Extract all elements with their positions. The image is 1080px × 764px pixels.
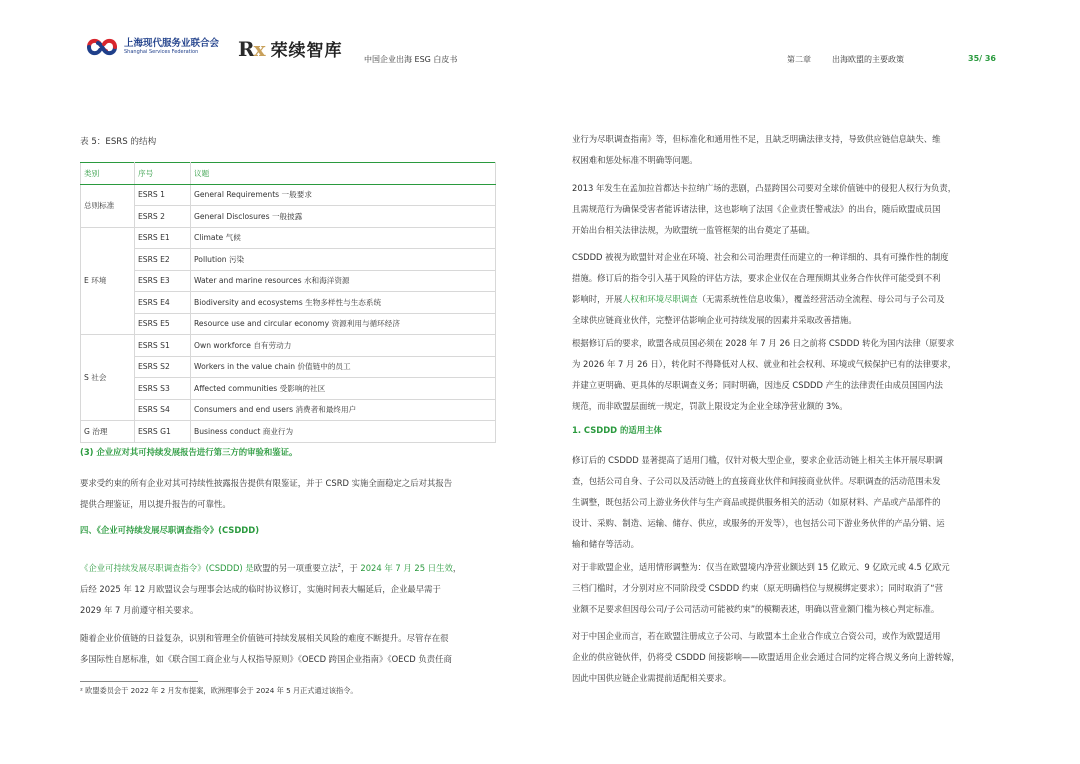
- topic-cell: Workers in the value chain 价值链中的员工: [191, 356, 496, 378]
- topic-cell: Affected communities 受影响的社区: [191, 378, 496, 400]
- paragraph-non-eu: 对于非欧盟企业，适用情形调整为：仅当在欧盟境内净营业额达到 15 亿欧元、9 亿欧元或 4.5 亿欧元 三档门槛时，才分别对应不同阶段受 CSDDD 约束（原无明确档位与规模绑定要求）；同时取消了“营 业额不足要求但因母公司/子公司活动可能被约束”的模糊表述，明确以营业额门槛为核心判定标准。: [572, 562, 950, 614]
- table-row: [81, 356, 496, 378]
- paragraph-guidance-limits: 业行为尽职调查指南》等，但标准化和通用性不足，且缺乏明确法律支持，导致供应链信息缺失、维 权困难和惩处标准不明确等问题。: [572, 134, 941, 165]
- subheading-assurance: (3) 企业应对其可持续发展报告进行第三方的审验和鉴证。: [80, 447, 298, 457]
- ssf-logo-english: Shanghai Services Federation: [124, 49, 199, 55]
- esrs-structure-table: [80, 162, 496, 443]
- paragraph-value-chain: 随着企业价值链的日益复杂，识别和管理全价值链可持续发展相关风险的难度不断提升。尽管存在很 多国际性自愿标准，如《联合国工商企业与人权指导原则》《OECD 跨国企业指南》《OECD 负责任商: [80, 633, 452, 664]
- code-cell: ESRS S1: [135, 335, 191, 357]
- category-cell: S 社会: [81, 335, 135, 421]
- table-row: [81, 378, 496, 400]
- topic-cell: Climate 气候: [191, 227, 496, 249]
- table-row: [81, 206, 496, 228]
- code-cell: ESRS S3: [135, 378, 191, 400]
- column-header: 序号: [135, 163, 191, 185]
- footnote: ² 欧盟委员会于 2022 年 2 月发布提案，欧洲理事会于 2024 年 5 月正式通过该指令。: [80, 686, 358, 695]
- topic-cell: Resource use and circular economy 资源利用与循环经济: [191, 313, 496, 335]
- code-cell: ESRS S4: [135, 399, 191, 421]
- topic-cell: Business conduct 商业行为: [191, 421, 496, 443]
- code-cell: ESRS E2: [135, 249, 191, 271]
- subheading-scope: 1. CSDDD 的适用主体: [572, 425, 662, 435]
- section-heading-csddd: 四、《企业可持续发展尽职调查指令》(CSDDD): [80, 525, 260, 535]
- table-row: [81, 399, 496, 421]
- topic-cell: Biodiversity and ecosystems 生物多样性与生态系统: [191, 292, 496, 314]
- paragraph-csddd-intro: 《企业可持续发展尽职调查指令》(CSDDD) 是欧盟的另一项重要立法$^2$，于 2024 年 7 月 25 日生效， 后经 2025 年 12 月欧盟议会与理事会达成的临时协议修订，实施时间表大幅延后，企业最早需于 2029 年 7 月前遵守相关要求。: [80, 563, 462, 615]
- topic-cell: Pollution 污染: [191, 249, 496, 271]
- code-cell: ESRS E1: [135, 227, 191, 249]
- code-cell: ESRS S2: [135, 356, 191, 378]
- rx-logo: [238, 36, 343, 61]
- paragraph-chinese-enterprises: 对于中国企业而言，若在欧盟注册成立子公司、与欧盟本土企业合作成立合资公司，或作为欧盟适用 企业的供应链伙伴，仍将受 CSDDD 间接影响——欧盟适用企业会通过合同约定将合规义务向上游转嫁， 因此中国供应链企业需提前适配相关要求。: [572, 631, 960, 683]
- topic-cell: General Disclosures 一般披露: [191, 206, 496, 228]
- table-row: [81, 313, 496, 335]
- header-chapter: 第二章: [787, 55, 811, 64]
- table-row: [81, 184, 496, 206]
- header-section: 出海欧盟的主要政策: [832, 55, 904, 64]
- code-cell: ESRS 2: [135, 206, 191, 228]
- table-row: [81, 270, 496, 292]
- rx-logo-mark: Rx: [238, 36, 265, 61]
- table-row: [81, 292, 496, 314]
- rx-logo-name: 荣续智库: [270, 41, 343, 61]
- table-row: [81, 227, 496, 249]
- topic-cell: Own workforce 自有劳动力: [191, 335, 496, 357]
- ssf-logo: [86, 36, 219, 58]
- paragraph-transposition: 根据修订后的要求，欧盟各成员国必须在 2028 年 7 月 26 日之前将 CSDDD 转化为国内法律（原要求 为 2026 年 7 月 26 日），转化时不得降低对人权、就业和社会权利、环境或气候保护已有的法律要求， 并建立更明确、更具体的尽职调查义务；同时明确，因违反 CSDDD 产生的法律责任由成员国国内法 规范，而非欧盟层面统一规定，罚款上限设定为企业全球净营业额的 3%。: [572, 338, 957, 411]
- ssf-logo-icon: [86, 36, 118, 58]
- ssf-logo-name: 上海现代服务业联合会: [124, 38, 220, 49]
- topic-cell: General Requirements 一般要求: [191, 184, 496, 206]
- category-cell: 总则标准: [81, 184, 135, 227]
- code-cell: ESRS G1: [135, 421, 191, 443]
- code-cell: ESRS E5: [135, 313, 191, 335]
- category-cell: E 环境: [81, 227, 135, 335]
- paragraph-assurance: 要求受约束的所有企业对其可持续性披露报告提供有限鉴证，并于 CSRD 实施全面稳定之后对其报告 提供合理鉴证，用以提升报告的可靠性。: [80, 478, 453, 509]
- table-header-row: [81, 163, 496, 185]
- header-doc-title: 中国企业出海 ESG 白皮书: [364, 55, 458, 64]
- code-cell: ESRS E4: [135, 292, 191, 314]
- code-cell: ESRS 1: [135, 184, 191, 206]
- table-row: [81, 249, 496, 271]
- column-header: 类别: [81, 163, 135, 185]
- table-row: [81, 421, 496, 443]
- category-cell: G 治理: [81, 421, 135, 443]
- footnote-divider: [80, 681, 198, 682]
- paragraph-csddd-definition: CSDDD 被视为欧盟针对企业在环境、社会和公司治理责任而建立的一种详细的、具有可操作性的制度 措施。修订后的指令引入基于风险的评估方法，要求企业仅在合理预期其业务合作伙伴可能受到不利 影响时，开展人权和环境尽职调查（无需系统性信息收集），覆盖经营活动全流程、母公司与子公司及 全球供应链商业伙伴，完整评估影响企业可持续发展的因素并采取改善措施。: [572, 252, 949, 325]
- paragraph-rana-plaza: 2013 年发生在孟加拉首都达卡拉纳广场的悲剧，凸显跨国公司要对全球价值链中的侵犯人权行为负责， 且需规范行为确保受害者能诉诸法律，这也影响了法国《企业责任警戒法》的出台，随后欧盟成员国 开始出台相关法律法规，为欧盟统一监管框架的出台奠定了基础。: [572, 183, 957, 235]
- topic-cell: Water and marine resources 水和海洋资源: [191, 270, 496, 292]
- code-cell: ESRS E3: [135, 270, 191, 292]
- topic-cell: Consumers and end users 消费者和最终用户: [191, 399, 496, 421]
- column-header: 议题: [191, 163, 496, 185]
- paragraph-scope: 修订后的 CSDDD 显著提高了适用门槛，仅针对极大型企业，要求企业活动链上相关主体开展尽职调 查，包括公司自身、子公司以及活动链上的直接商业伙伴和间接商业伙伴。尽职调查的活动范围未发 生调整，既包括公司上游业务伙伴与生产商品或提供服务相关的活动（如原材料、产品或产品部件的 设计、采购、制造、运输、储存、供应，或服务的开发等），也包括公司下游业务伙伴的产品分销、运 输和储存等活动。: [572, 455, 945, 549]
- header-page-number: 35/ 36: [968, 54, 996, 63]
- table-row: [81, 335, 496, 357]
- table-title: 表 5：ESRS 的结构: [80, 137, 157, 147]
